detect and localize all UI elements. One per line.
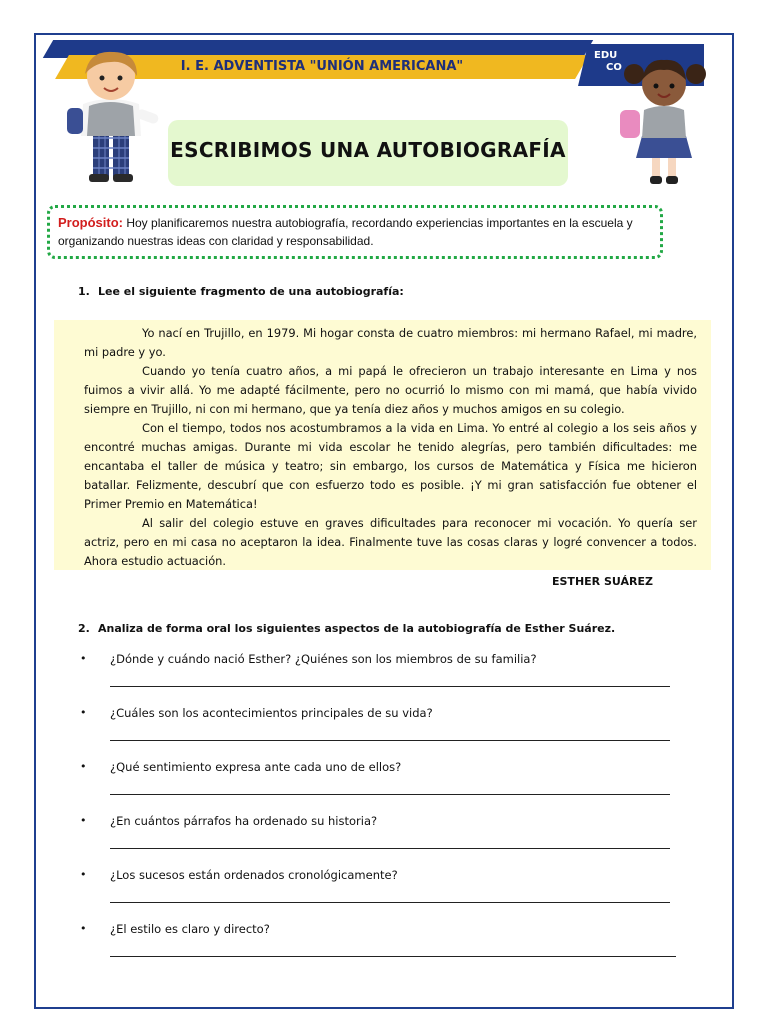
answer-line[interactable] xyxy=(110,794,670,795)
corner-tag-line2: CO xyxy=(606,62,622,73)
reading-paragraph-3: Con el tiempo, todos nos acostumbramos a la vida en Lima. Yo entré al colegio a los seis años y encontré muchas amigas. Durante mi vida escolar he tenido alegrías, pero también dificultades: me encantaba el taller de música y teatro; sin embargo, los cursos de Matemática y Física me hicieron batallar. Felizmente, descubrí que con esfuerzo todo es posible. ¡Y mi gran satisfacción fue obtener el Primer Premio en Matemática! xyxy=(84,421,697,511)
question-text: ¿Qué sentimiento expresa ante cada uno de ellos? xyxy=(110,760,402,774)
answer-line[interactable] xyxy=(110,848,670,849)
purpose-label: Propósito: xyxy=(58,215,123,230)
purpose-text: Hoy planificaremos nuestra autobiografía, recordando experiencias importantes en la escuela y organizando nuestras ideas con claridad y responsabilidad. xyxy=(58,216,633,248)
page-title: ESCRIBIMOS UNA AUTOBIOGRAFÍA xyxy=(170,138,566,162)
corner-tag-line1: EDU xyxy=(594,50,618,61)
bullet: • xyxy=(80,652,87,665)
reading-paragraph-1: Yo nací en Trujillo, en 1979. Mi hogar consta de cuatro miembros: mi hermano Rafael, mi madre, mi padre y yo. xyxy=(84,326,697,359)
section2-heading: Analiza de forma oral los siguientes aspectos de la autobiografía de Esther Suárez. xyxy=(98,622,616,635)
section1-number: 1. xyxy=(78,285,90,298)
girl-illustration xyxy=(612,50,717,190)
bullet: • xyxy=(80,814,87,827)
answer-line[interactable] xyxy=(110,956,676,957)
reading-paragraph-4: Al salir del colegio estuve en graves dificultades para reconocer mi vocación. Yo quería ser actriz, pero en mi casa no aceptaron la idea. Finalmente tuve las cosas claras y logré convencer a todos. Ahora estudio actuación. xyxy=(84,516,697,568)
boy-illustration xyxy=(55,46,170,186)
answer-line[interactable] xyxy=(110,902,670,903)
answer-line[interactable] xyxy=(110,686,670,687)
question-text: ¿Los sucesos están ordenados cronológicamente? xyxy=(110,868,398,882)
reading-paragraph-2: Cuando yo tenía cuatro años, a mi papá le ofrecieron un trabajo interesante en Lima y nos fuimos a vivir allá. Yo me adapté fácilmente, pero no ocurrió lo mismo con mi mamá, que había vivido siempre en Trujillo, ni con mi hermano, que ya tenía diez años y muchos amigos en su colegio. xyxy=(84,364,697,416)
passage-author: ESTHER SUÁREZ xyxy=(552,575,653,588)
bullet: • xyxy=(80,868,87,881)
question-text: ¿El estilo es claro y directo? xyxy=(110,922,270,936)
question-text: ¿Dónde y cuándo nació Esther? ¿Quiénes son los miembros de su familia? xyxy=(110,652,537,666)
question-text: ¿En cuántos párrafos ha ordenado su historia? xyxy=(110,814,378,828)
bullet: • xyxy=(80,706,87,719)
reading-passage xyxy=(54,320,711,570)
bullet: • xyxy=(80,922,87,935)
section1-heading: Lee el siguiente fragmento de una autobiografía: xyxy=(98,285,404,298)
section2-number: 2. xyxy=(78,622,90,635)
question-text: ¿Cuáles son los acontecimientos principales de su vida? xyxy=(110,706,433,720)
answer-line[interactable] xyxy=(110,740,670,741)
bullet: • xyxy=(80,760,87,773)
school-name: I. E. ADVENTISTA "UNIÓN AMERICANA" xyxy=(180,59,464,74)
purpose-box xyxy=(47,205,663,259)
